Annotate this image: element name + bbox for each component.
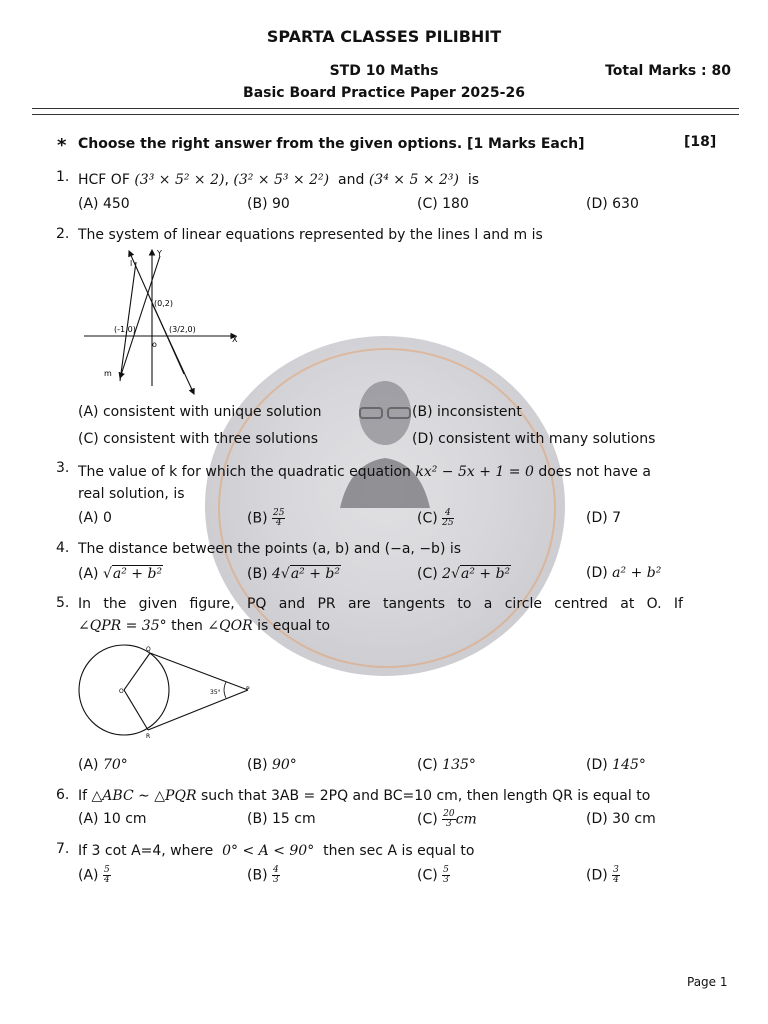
q3-c-fraction — [442, 509, 453, 528]
question-number: 1. — [56, 169, 70, 185]
question-6-text — [78, 785, 650, 807]
q4-option-b: (B) 4√a² + b² — [247, 566, 340, 582]
fraction-numerator: 5 — [103, 865, 110, 875]
q7-b-label: (B) — [247, 867, 268, 884]
q6-similar: △ABC ∼ △PQR — [91, 788, 197, 804]
q7-text-b: then sec A is equal to — [323, 843, 475, 859]
q1-option-b: (B) 90 — [247, 196, 290, 212]
question-4-text: The distance between the points (a, b) and (−a, −b) is — [78, 541, 462, 557]
fraction-numerator: 4 — [442, 509, 453, 519]
question-number: 2. — [56, 226, 70, 242]
q3-option-b — [247, 509, 285, 528]
q4-c-root: a² + b² — [461, 566, 511, 582]
class-subject: STD 10 Maths — [329, 63, 439, 79]
q3-option-a: (A) 0 — [78, 510, 112, 526]
q6-c-fraction — [442, 810, 455, 829]
paper-title: Basic Board Practice Paper 2025-26 — [243, 85, 525, 101]
q1-expr3: (3⁴ × 5 × 2³) — [368, 172, 459, 188]
q5-angle-qor: ∠QOR — [207, 618, 253, 634]
fraction-numerator: 4 — [272, 865, 279, 875]
q4-option-c: (C) 2√a² + b² — [417, 566, 511, 582]
q3-option-c — [417, 509, 454, 528]
q1-option-a: (A) 450 — [78, 196, 130, 212]
q4-c-label: (C) — [417, 566, 438, 582]
q3-b-fraction — [272, 509, 285, 528]
label-p: P — [246, 686, 250, 693]
q4-b-label: (B) — [247, 566, 268, 582]
fraction-denominator: 25 — [442, 518, 454, 528]
q5-d-label: (D) — [586, 757, 608, 773]
label-o: O — [119, 688, 124, 695]
question-number: 6. — [56, 787, 70, 803]
q4-a-root: a² + b² — [112, 566, 163, 582]
tangent-pr — [148, 690, 248, 730]
question-3-text-c: real solution, is — [78, 486, 185, 502]
label-x: X — [232, 335, 238, 344]
q6-option-b: (B) 15 cm — [247, 811, 316, 827]
q1-suffix: is — [467, 172, 480, 188]
q5-option-d — [586, 757, 646, 773]
q5-b-label: (B) — [247, 757, 268, 773]
q7-option-a — [78, 866, 111, 885]
q7-c-fraction — [442, 866, 450, 885]
q5-d-value: 145° — [612, 757, 646, 773]
q5-option-b — [247, 757, 297, 773]
label-m: m — [104, 369, 112, 378]
q4-d-expr: a² + b² — [612, 565, 662, 581]
fraction-numerator: 3 — [613, 865, 619, 875]
header-rule-bottom — [32, 114, 739, 115]
q1-option-c: (C) 180 — [417, 196, 469, 212]
angle-arc — [224, 682, 226, 698]
question-1-text — [78, 169, 479, 191]
question-number: 4. — [56, 540, 70, 556]
fraction-numerator: 25 — [272, 508, 285, 518]
q6-option-d: (D) 30 cm — [586, 811, 656, 827]
question-7-text — [78, 840, 474, 862]
question-2-text: The system of linear equations represented by the lines l and m is — [78, 227, 543, 243]
q7-c-label: (C) — [417, 867, 438, 884]
fraction-denominator: 3 — [443, 875, 449, 885]
q2-option-c: (C) consistent with three solutions — [78, 431, 319, 447]
radius-or — [124, 690, 148, 730]
label-y: Y — [157, 249, 162, 258]
q7-text-a: If 3 cot A=4, where — [78, 843, 214, 859]
section-star: * — [57, 135, 67, 156]
question-5-text-b — [78, 615, 330, 637]
q2-option-b: (B) inconsistent — [412, 404, 522, 420]
tangent-circle-figure — [78, 642, 254, 742]
q3-equation: kx² − 5x + 1 = 0 — [415, 464, 534, 480]
q1-prefix: HCF OF — [78, 172, 130, 188]
q7-d-label: (D) — [586, 867, 608, 884]
q4-b-root: a² + b² — [290, 566, 340, 582]
q3-option-d: (D) 7 — [586, 510, 622, 526]
q5-option-a — [78, 757, 128, 773]
q1-sep: , — [224, 172, 229, 188]
q7-a-fraction — [103, 866, 111, 885]
fraction-denominator: 4 — [103, 875, 110, 885]
question-5-text-a: In the given figure, PQ and PR are tangents to a circle centred at O. If — [78, 596, 683, 612]
q7-b-fraction — [272, 866, 280, 885]
q6-if: If — [78, 788, 88, 804]
label-minus1-0: (-1,0) — [114, 325, 136, 334]
q1-and: and — [338, 172, 365, 188]
q1-expr1: (3³ × 5² × 2) — [134, 172, 225, 188]
q6-option-c — [417, 810, 477, 829]
q5-a-value: 70° — [102, 757, 128, 773]
q6-option-a: (A) 10 cm — [78, 811, 147, 827]
q3-c-label: (C) — [417, 510, 438, 527]
label-q: Q — [146, 646, 151, 653]
fraction-denominator: 4 — [613, 875, 619, 885]
q5-b-value: 90° — [271, 757, 297, 773]
q7-option-c — [417, 866, 450, 885]
fraction-denominator: 3 — [272, 875, 279, 885]
q4-option-a: (A) √a² + b² — [78, 566, 163, 582]
q7-a-label: (A) — [78, 867, 99, 884]
q5-angle-qpr: ∠QPR = 35° — [78, 618, 167, 634]
q6-c-label: (C) — [417, 811, 438, 828]
q7-range: 0° < A < 90° — [222, 843, 315, 859]
question-number: 7. — [56, 841, 70, 857]
q2-option-a: (A) consistent with unique solution — [78, 404, 322, 420]
fraction-denominator: 3 — [446, 819, 452, 829]
q7-option-b — [247, 866, 280, 885]
q3-b-label: (B) — [247, 510, 268, 527]
q5-a-label: (A) — [78, 757, 99, 773]
radius-oq — [124, 653, 150, 690]
q6-text-b: such that 3AB = 2PQ and BC=10 cm, then length QR is equal to — [200, 788, 651, 804]
q5-then: then — [171, 618, 203, 634]
q4-option-d — [586, 565, 661, 581]
linear-equations-graph — [74, 246, 250, 398]
q1-expr2: (3² × 5³ × 2²) — [233, 172, 330, 188]
label-l: l — [130, 259, 133, 268]
label-r: R — [146, 733, 151, 740]
total-marks: Total Marks : 80 — [605, 63, 731, 79]
q5-c-value: 135° — [442, 757, 476, 773]
q6-c-unit: cm — [455, 811, 477, 828]
line-l-stub — [120, 262, 136, 381]
question-number: 3. — [56, 460, 70, 476]
q5-text-c: is equal to — [257, 618, 331, 634]
q3-text-b: does not have a — [538, 464, 651, 480]
q2-option-d: (D) consistent with many solutions — [412, 431, 656, 447]
q7-d-fraction — [612, 866, 620, 885]
label-origin: o — [152, 340, 157, 349]
label-0-2: (0,2) — [154, 299, 173, 308]
page-number: Page 1 — [687, 975, 728, 989]
section-marks: [18] — [684, 134, 717, 150]
q5-option-c — [417, 757, 476, 773]
q7-option-d — [586, 866, 620, 885]
fraction-numerator: 5 — [443, 865, 449, 875]
fraction-numerator: 20 — [443, 809, 455, 819]
question-3-text — [78, 461, 683, 483]
header-rule-top — [32, 108, 739, 109]
fraction-denominator: 4 — [275, 518, 282, 528]
q4-a-label: (A) — [78, 566, 99, 582]
q3-text-a: The value of k for which the quadratic equation — [78, 464, 411, 480]
q1-option-d: (D) 630 — [586, 196, 639, 212]
q4-b-coef: 4 — [271, 566, 281, 582]
q5-c-label: (C) — [417, 757, 438, 773]
q4-d-label: (D) — [586, 565, 608, 581]
label-3-2-0: (3/2,0) — [169, 325, 196, 334]
label-angle: 35° — [210, 689, 221, 696]
section-instruction: Choose the right answer from the given options. [1 Marks Each] — [78, 136, 585, 152]
question-number: 5. — [56, 595, 70, 611]
line-m-extension — [152, 303, 194, 394]
institute-name: SPARTA CLASSES PILIBHIT — [266, 27, 502, 46]
q4-c-coef: 2 — [442, 566, 452, 582]
